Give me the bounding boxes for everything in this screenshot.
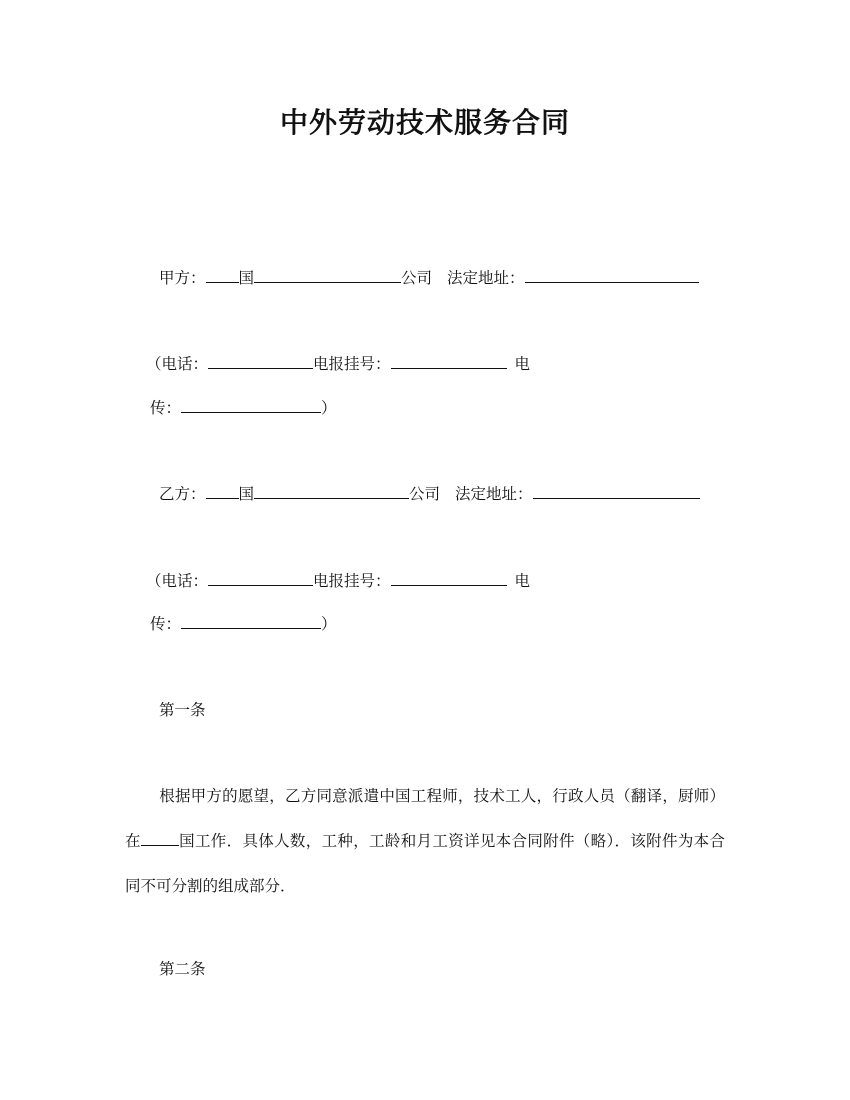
party-a-cable-label: 电报挂号： [313,355,391,373]
party-b-line [159,482,700,505]
document-title: 中外劳动技术服务合同 [279,106,570,139]
party-b-close: ） [321,615,337,633]
party-a-close: ） [321,399,337,417]
party-b-label: 乙方： [159,485,206,503]
party-b-contact-line [146,569,530,592]
party-a-country-blank [206,266,239,283]
party-b-fax-line [150,612,337,635]
party-a-company-suffix: 公司 [401,269,433,287]
party-a-address-blank [525,266,699,283]
party-b-address-label: 法定地址： [455,485,533,503]
party-a-fax-line [150,396,337,419]
party-b-country-blank [206,482,239,499]
party-b-country-suffix: 国 [238,485,255,503]
party-b-fax-blank [181,612,321,629]
party-a-company-blank [254,266,401,283]
party-a-phone-blank [208,352,313,369]
party-b-fax-label-1: 电 [514,572,531,590]
article-2-heading: 第二条 [159,960,206,978]
article-1-country-blank [141,829,179,846]
party-b-phone-blank [208,569,313,586]
article-1-text-part1: 根据甲方的愿望，乙方同意派遣中国工程师，技术工人，行政人员（翻译，厨师）在 [125,787,725,850]
party-a-line [159,266,699,289]
article-1-text-part2: 国工作．具体人数，工种，工龄和月工资详见本合同附件（略）．该附件为本合同不可分割的组成部分． [125,832,725,895]
party-b-cable-label: 电报挂号： [313,572,391,590]
party-a-cable-blank [391,352,507,369]
article-1-heading: 第一条 [159,701,206,719]
party-a-contact-line [146,352,530,375]
party-a-phone-label: （电话： [146,355,209,373]
party-a-fax-blank [181,396,321,413]
party-b-company-suffix: 公司 [409,485,441,503]
party-a-label: 甲方： [159,269,206,287]
party-b-cable-blank [391,569,507,586]
party-a-country-suffix: 国 [238,269,255,287]
party-b-address-blank [533,482,700,499]
article-1-body [125,774,725,909]
party-b-company-blank [254,482,409,499]
party-b-phone-label: （电话： [146,572,209,590]
party-b-fax-label-2: 传： [150,615,182,633]
party-a-fax-label-1: 电 [514,355,531,373]
party-a-address-label: 法定地址： [447,269,525,287]
party-a-fax-label-2: 传： [150,399,182,417]
